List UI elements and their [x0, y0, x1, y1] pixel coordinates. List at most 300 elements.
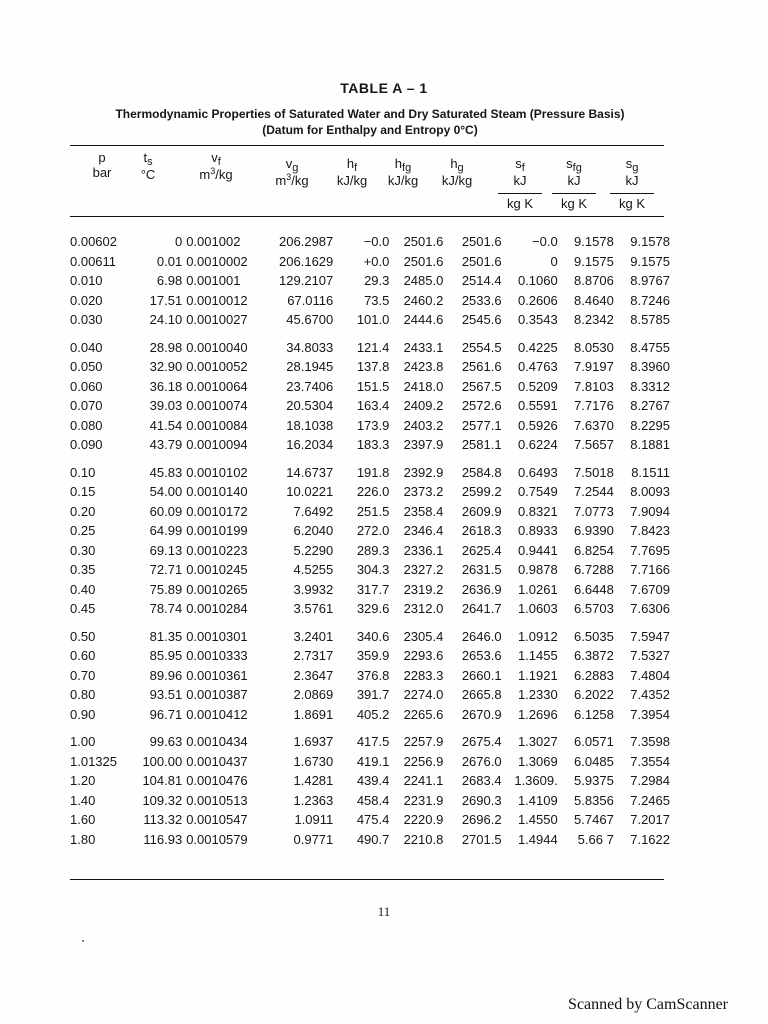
table-cell: 0.010	[70, 273, 103, 289]
table-cell: 0.9878	[517, 562, 558, 578]
table-cell: 2641.7	[461, 601, 502, 617]
table-cell: 6.6448	[574, 581, 614, 597]
table-cell: 2231.9	[403, 792, 444, 808]
table-cell: 0.10	[70, 464, 96, 480]
table-cell: 2625.4	[461, 542, 502, 558]
table-cell: 7.2984	[630, 773, 670, 789]
table-cell: 7.2544	[574, 484, 614, 500]
table-cell: 6.3872	[574, 648, 614, 664]
table-cell: 73.5	[364, 292, 390, 308]
table-cell: 101.0	[356, 312, 390, 328]
table-cell: 2.3647	[293, 667, 334, 683]
table-cell: 0.060	[70, 378, 103, 394]
table-cell: 304.3	[356, 562, 390, 578]
table-cell: 7.2017	[630, 812, 670, 828]
table-cell: 2392.9	[403, 464, 444, 480]
table-cell: 0.00602	[70, 234, 117, 250]
table-cell: 7.3554	[630, 753, 670, 769]
table-cell: 89.96	[149, 667, 183, 683]
table-cell: 34.8033	[286, 339, 334, 355]
top-rule	[70, 145, 664, 146]
table-cell: 7.7166	[630, 562, 670, 578]
table-cell: 0.0010102	[186, 464, 248, 480]
table-cell: 0.0010223	[186, 542, 248, 558]
table-cell: 490.7	[356, 831, 390, 847]
table-cell: 8.5785	[630, 312, 670, 328]
table-cell: 100.00	[142, 753, 183, 769]
table-cell: 7.1622	[630, 831, 670, 847]
table-cell: 54.00	[149, 484, 183, 500]
table-cell: 7.2465	[630, 792, 670, 808]
table-cell: 0.4763	[517, 359, 558, 375]
table-cell: 20.5304	[286, 398, 334, 414]
subtitle-line-1: Thermodynamic Properties of Saturated Water and Dry Saturated Steam (Pressure Basis)	[115, 107, 625, 121]
table-cell: 1.4944	[517, 831, 558, 847]
table-cell: 1.6937	[293, 734, 334, 750]
page-number: 11	[377, 904, 391, 919]
table-cell: 8.8706	[574, 273, 614, 289]
table-cell: 28.98	[149, 339, 183, 355]
table-cell: 2501.6	[461, 234, 502, 250]
table-cell: 0.0010002	[186, 253, 248, 269]
table-cell: 2358.4	[403, 503, 444, 519]
table-cell: 45.83	[149, 464, 183, 480]
table-cell: 2327.2	[403, 562, 444, 578]
table-cell: 6.1258	[574, 706, 614, 722]
table-cell: −0.0	[532, 234, 558, 250]
table-cell: 2567.5	[461, 378, 502, 394]
table-cell: 191.8	[356, 464, 390, 480]
table-row	[70, 666, 670, 686]
table-cell: 2409.2	[403, 398, 444, 414]
table-cell: 0.20	[70, 503, 96, 519]
table-cell: 7.7176	[574, 398, 614, 414]
table-cell: 67.0116	[287, 292, 334, 308]
table-cell: 8.9767	[630, 273, 670, 289]
table-cell: 137.8	[356, 359, 390, 375]
table-cell: 7.8103	[574, 378, 614, 394]
table-cell: 6.9390	[574, 523, 614, 539]
table-cell: 0.8321	[517, 503, 558, 519]
table-cell: 0.0010052	[186, 359, 248, 375]
table-cell: 2373.2	[403, 484, 444, 500]
table-cell: 23.7406	[286, 378, 334, 394]
table-row	[70, 232, 670, 252]
table-cell: 1.4109	[517, 792, 558, 808]
table-cell: 0.7549	[517, 484, 558, 500]
table-row	[70, 810, 670, 830]
table-row	[70, 416, 670, 436]
table-row	[70, 377, 670, 397]
group-spacer	[70, 724, 670, 732]
table-cell: 405.2	[356, 706, 390, 722]
table-cell: 0.040	[70, 339, 103, 355]
table-cell: 104.81	[142, 773, 183, 789]
table-cell: 1.1921	[517, 667, 558, 683]
table-cell: 9.1578	[574, 234, 614, 250]
table-cell: 72.71	[149, 562, 183, 578]
table-cell: 2336.1	[403, 542, 444, 558]
table-cell: 39.03	[149, 398, 183, 414]
table-cell: 2609.9	[461, 503, 502, 519]
table-cell: 7.6306	[630, 601, 670, 617]
table-cell: 329.6	[356, 601, 390, 617]
table-cell: 0.050	[70, 359, 103, 375]
table-cell: 1.0603	[517, 601, 558, 617]
table-cell: 2675.4	[461, 734, 502, 750]
table-cell: 32.90	[149, 359, 183, 375]
table-cell: 9.1578	[630, 234, 670, 250]
table-cell: 6.0485	[574, 753, 614, 769]
table-cell: 2665.8	[461, 687, 502, 703]
table-cell: 1.0911	[294, 812, 334, 828]
table-cell: 2631.5	[461, 562, 502, 578]
table-cell: 1.8691	[293, 706, 334, 722]
table-row	[70, 752, 670, 772]
table-cell: 1.00	[70, 734, 96, 750]
table-cell: 2.0869	[293, 687, 334, 703]
table-row	[70, 646, 670, 666]
table-cell: 7.5657	[574, 437, 614, 453]
table-cell: 7.5947	[630, 628, 670, 644]
table-cell: 78.74	[149, 601, 183, 617]
table-cell: 0.70	[70, 667, 96, 683]
header-p: p bar	[92, 150, 112, 180]
table-cell: 163.4	[356, 398, 390, 414]
table-cell: 0.0010012	[186, 292, 248, 308]
table-cell: 1.20	[70, 773, 96, 789]
header-hg: $h_g$ kJ/kg	[441, 156, 473, 188]
table-cell: 8.3960	[630, 359, 670, 375]
table-cell: 376.8	[356, 667, 390, 683]
table-cell: 6.5035	[574, 628, 614, 644]
table-cell: 8.0093	[630, 484, 670, 500]
table-cell: 24.10	[149, 312, 183, 328]
table-cell: 1.60	[70, 812, 96, 828]
table-cell: 173.9	[356, 417, 390, 433]
table-cell: 14.6737	[286, 464, 334, 480]
table-cell: 151.5	[356, 378, 390, 394]
table-cell: 2533.6	[461, 292, 502, 308]
table-cell: 28.1945	[286, 359, 334, 375]
table-row	[70, 435, 670, 455]
table-cell: 2660.1	[461, 667, 502, 683]
table-cell: 2220.9	[403, 812, 444, 828]
table-cell: 0.5209	[517, 378, 558, 394]
table-cell: 2670.9	[461, 706, 502, 722]
table-cell: 0.001001	[186, 273, 241, 289]
table-cell: 8.4640	[574, 292, 614, 308]
table-cell: 2636.9	[461, 581, 502, 597]
table-cell: 2701.5	[461, 831, 502, 847]
table-cell: 6.98	[156, 273, 183, 289]
table-cell: 0.0010547	[186, 812, 248, 828]
table-cell: 7.6709	[630, 581, 670, 597]
table-cell: 1.1455	[517, 648, 558, 664]
table-cell: 2397.9	[403, 437, 444, 453]
table-cell: 16.2034	[286, 437, 334, 453]
table-cell: 2599.2	[461, 484, 502, 500]
table-cell: 0.6224	[517, 437, 558, 453]
table-cell: 7.9197	[574, 359, 614, 375]
table-cell: 0.35	[70, 562, 96, 578]
group-spacer	[70, 455, 670, 463]
header-hf: $h_f$ kJ/kg	[336, 156, 368, 188]
header-vg: $v_g$ $m^3/kg$	[275, 156, 309, 188]
group-spacer	[70, 619, 670, 627]
table-cell: 64.99	[149, 523, 183, 539]
table-cell: 226.0	[356, 484, 390, 500]
table-cell: 2444.6	[403, 312, 444, 328]
table-cell: 1.40	[70, 792, 96, 808]
header-sf-denominator: kg K	[498, 193, 542, 211]
table-cell: 6.2883	[574, 667, 614, 683]
subtitle-line-2: (Datum for Enthalpy and Entropy 0°C)	[262, 123, 478, 137]
header-rule	[70, 216, 664, 217]
table-row	[70, 338, 670, 358]
table-row	[70, 463, 670, 483]
table-row	[70, 271, 670, 291]
table-cell: 2690.3	[461, 792, 502, 808]
table-cell: 1.80	[70, 831, 96, 847]
table-cell: 0	[174, 234, 183, 250]
table-cell: 6.0571	[574, 734, 614, 750]
table-cell: 7.5327	[630, 648, 670, 664]
table-cell: 10.0221	[286, 484, 334, 500]
table-cell: 0.0010199	[186, 523, 248, 539]
table-cell: 0.0010172	[186, 503, 248, 519]
table-cell: 0.0010513	[186, 792, 248, 808]
table-cell: 2501.6	[403, 234, 444, 250]
table-cell: 340.6	[356, 628, 390, 644]
table-cell: 0.1060	[517, 273, 558, 289]
table-cell: 121.4	[356, 339, 390, 355]
table-row	[70, 791, 670, 811]
table-cell: 0.0010074	[186, 398, 248, 414]
table-cell: 85.95	[149, 648, 183, 664]
table-cell: 96.71	[149, 706, 183, 722]
table-cell: 2283.3	[403, 667, 444, 683]
table-cell: 1.0912	[517, 628, 558, 644]
table-row	[70, 521, 670, 541]
table-cell: 69.13	[149, 542, 183, 558]
table-cell: 2561.6	[461, 359, 502, 375]
table-cell: 8.4755	[630, 339, 670, 355]
scan-speck	[82, 940, 84, 942]
table-cell: 0.0010437	[186, 753, 248, 769]
table-cell: 5.66 7	[577, 831, 614, 847]
table-cell: 0.6493	[517, 464, 558, 480]
table-cell: 2210.8	[403, 831, 444, 847]
table-cell: 0.0010434	[186, 734, 248, 750]
header-vf: $v_f$ $m^3/kg$	[199, 150, 233, 182]
table-row	[70, 771, 670, 791]
table-cell: 2346.4	[403, 523, 444, 539]
table-cell: 0.30	[70, 542, 96, 558]
table-cell: 93.51	[149, 687, 183, 703]
table-cell: 0.01	[156, 253, 183, 269]
table-cell: 7.4352	[630, 687, 670, 703]
table-cell: 0.070	[70, 398, 103, 414]
table-cell: 2618.3	[461, 523, 502, 539]
table-cell: 0.25	[70, 523, 96, 539]
table-cell: 0.0010333	[186, 648, 248, 664]
table-cell: 0.0010040	[186, 339, 248, 355]
table-cell: 2319.2	[403, 581, 444, 597]
table-row	[70, 291, 670, 311]
table-cell: 1.3609.	[514, 773, 558, 789]
table-cell: 2514.4	[461, 273, 502, 289]
table-cell: 2257.9	[403, 734, 444, 750]
table-cell: 99.63	[149, 734, 183, 750]
table-cell: 1.01325	[70, 753, 117, 769]
table-cell: 0.5591	[517, 398, 558, 414]
bottom-rule	[70, 879, 664, 880]
table-row	[70, 627, 670, 647]
table-cell: 0	[550, 253, 558, 269]
table-cell: 9.1575	[574, 253, 614, 269]
table-cell: 0.080	[70, 417, 103, 433]
table-cell: 2545.6	[461, 312, 502, 328]
table-cell: 45.6700	[286, 312, 334, 328]
table-cell: 4.5255	[293, 562, 334, 578]
table-cell: 1.4281	[293, 773, 334, 789]
table-cell: 272.0	[356, 523, 390, 539]
table-row	[70, 541, 670, 561]
table-cell: 458.4	[356, 792, 390, 808]
scanner-watermark: Scanned by CamScanner	[568, 996, 728, 1013]
table-cell: 3.2401	[293, 628, 334, 644]
table-cell: 183.3	[356, 437, 390, 453]
table-row	[70, 502, 670, 522]
table-cell: 2265.6	[403, 706, 444, 722]
table-cell: −0.0	[363, 234, 390, 250]
table-cell: 6.7288	[574, 562, 614, 578]
table-cell: 206.2987	[279, 234, 334, 250]
table-row	[70, 705, 670, 725]
table-cell: 5.7467	[574, 812, 614, 828]
table-cell: 5.9375	[574, 773, 614, 789]
table-row	[70, 396, 670, 416]
table-cell: 289.3	[356, 542, 390, 558]
table-cell: 18.1038	[286, 417, 334, 433]
table-cell: 0.0010412	[186, 706, 248, 722]
table-cell: 0.030	[70, 312, 103, 328]
table-cell: 5.2290	[293, 542, 334, 558]
table-cell: 475.4	[356, 812, 390, 828]
header-hfg: $h_{fg}$ kJ/kg	[387, 156, 419, 188]
table-cell: 0.8933	[517, 523, 558, 539]
table-cell: 0.4225	[517, 339, 558, 355]
table-cell: 7.4804	[630, 667, 670, 683]
table-cell: 2485.0	[403, 273, 444, 289]
table-cell: 7.3954	[630, 706, 670, 722]
table-cell: 1.0261	[517, 581, 558, 597]
table-cell: 0.2606	[517, 292, 558, 308]
table-cell: 0.0010064	[186, 378, 248, 394]
table-row	[70, 830, 670, 850]
table-cell: 2696.2	[461, 812, 502, 828]
table-cell: 0.3543	[517, 312, 558, 328]
table-cell: 2.7317	[293, 648, 334, 664]
table-cell: 60.09	[149, 503, 183, 519]
table-cell: 2418.0	[403, 378, 444, 394]
table-cell: 9.1575	[630, 253, 670, 269]
table-cell: 0.090	[70, 437, 103, 453]
table-cell: 1.2696	[517, 706, 558, 722]
table-cell: 43.79	[149, 437, 183, 453]
table-cell: 7.3598	[630, 734, 670, 750]
header-sfg-denominator: kg K	[552, 193, 596, 211]
table-cell: 0.0010084	[186, 417, 248, 433]
steam-table	[70, 232, 670, 849]
table-cell: 36.18	[149, 378, 183, 394]
table-cell: 439.4	[356, 773, 390, 789]
table-cell: 7.6492	[293, 503, 334, 519]
table-cell: 75.89	[149, 581, 183, 597]
group-spacer	[70, 330, 670, 338]
table-cell: 8.1881	[630, 437, 670, 453]
table-title: TABLE A – 1	[340, 80, 428, 96]
table-cell: 1.2363	[293, 792, 334, 808]
table-row	[70, 252, 670, 272]
table-cell: 2572.6	[461, 398, 502, 414]
table-cell: 2646.0	[461, 628, 502, 644]
table-row	[70, 599, 670, 619]
table-cell: 0.00611	[70, 253, 117, 269]
table-cell: 17.51	[149, 292, 183, 308]
table-cell: 2305.4	[403, 628, 444, 644]
table-subtitle	[60, 106, 680, 138]
table-cell: 8.2342	[574, 312, 614, 328]
table-cell: 1.2330	[517, 687, 558, 703]
table-cell: 109.32	[142, 792, 183, 808]
table-cell: 0.90	[70, 706, 96, 722]
table-cell: 7.0773	[574, 503, 614, 519]
table-cell: 0.40	[70, 581, 96, 597]
header-ts: $t_s$ °C	[140, 150, 156, 182]
table-row	[70, 685, 670, 705]
table-cell: 2433.1	[403, 339, 444, 355]
table-row	[70, 560, 670, 580]
table-cell: 0.0010361	[186, 667, 248, 683]
table-cell: 6.8254	[574, 542, 614, 558]
table-cell: 0.0010387	[186, 687, 248, 703]
table-cell: 0.001002	[186, 234, 241, 250]
table-cell: 0.60	[70, 648, 96, 664]
table-row	[70, 357, 670, 377]
table-cell: 8.0530	[574, 339, 614, 355]
table-cell: 3.5761	[293, 601, 334, 617]
table-cell: 81.35	[149, 628, 183, 644]
table-cell: 0.50	[70, 628, 96, 644]
table-cell: 7.7695	[630, 542, 670, 558]
table-cell: 1.6730	[293, 753, 334, 769]
table-cell: 417.5	[356, 734, 390, 750]
table-cell: 116.93	[143, 831, 183, 847]
table-cell: 29.3	[364, 273, 390, 289]
table-cell: 7.8423	[630, 523, 670, 539]
table-cell: 0.0010301	[186, 628, 248, 644]
table-cell: 6.2022	[574, 687, 614, 703]
table-row	[70, 310, 670, 330]
table-cell: 419.1	[356, 753, 390, 769]
table-cell: 0.9771	[293, 831, 334, 847]
table-cell: 129.2107	[279, 273, 334, 289]
header-sg-denominator: kg K	[610, 193, 654, 211]
table-cell: 1.4550	[517, 812, 558, 828]
table-cell: 0.0010265	[186, 581, 248, 597]
